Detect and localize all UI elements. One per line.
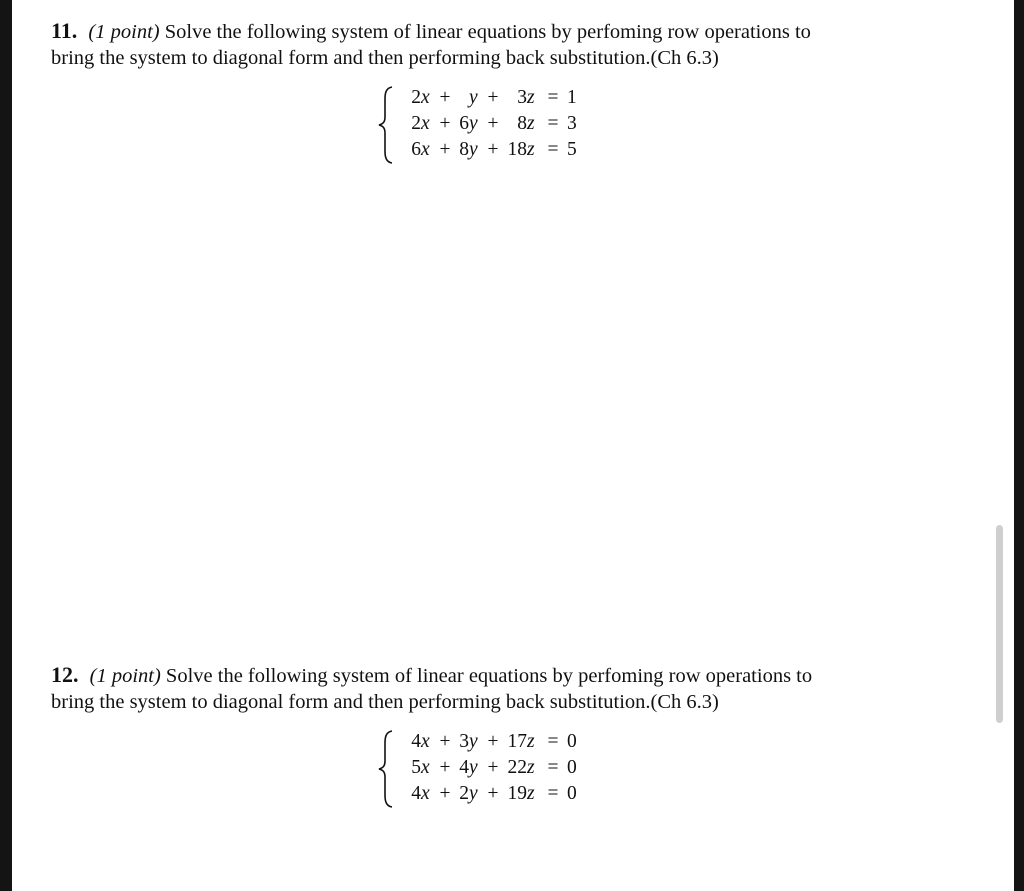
- equation-table: [399, 729, 581, 807]
- rhs-value: 1: [567, 87, 577, 108]
- y-coefficient: 3: [459, 731, 469, 752]
- problem-number: 11.: [51, 18, 78, 43]
- equation-row: [399, 111, 581, 137]
- problem-statement: [51, 662, 951, 715]
- operator: +: [487, 139, 499, 160]
- equation-row: [399, 85, 581, 111]
- rhs-value: 5: [567, 139, 577, 160]
- equation-row: [399, 781, 581, 807]
- y-variable: y: [469, 113, 478, 134]
- problem-text-line1: Solve the following system of linear equations by perfoming row operations to: [164, 21, 811, 43]
- x-variable: x: [421, 731, 430, 752]
- operator: +: [439, 87, 451, 108]
- equals-sign: =: [547, 113, 559, 134]
- equals-sign: =: [547, 731, 559, 752]
- equation-row: [399, 755, 581, 781]
- operator: +: [439, 783, 451, 804]
- z-variable: z: [527, 87, 535, 108]
- z-coefficient: 8: [517, 113, 527, 134]
- operator: +: [487, 113, 499, 134]
- y-variable: y: [469, 139, 478, 160]
- operator: +: [439, 139, 451, 160]
- equals-sign: =: [547, 783, 559, 804]
- x-variable: x: [421, 113, 430, 134]
- problem-12: [51, 662, 951, 813]
- operator: +: [487, 731, 499, 752]
- operator: +: [439, 113, 451, 134]
- operator: +: [487, 87, 499, 108]
- z-variable: z: [527, 113, 535, 134]
- y-coefficient: 2: [459, 783, 469, 804]
- z-coefficient: 18: [507, 139, 527, 160]
- x-coefficient: 2: [411, 87, 421, 108]
- equation-system: [377, 85, 951, 169]
- problem-text-line1: Solve the following system of linear equations by perfoming row operations to: [165, 665, 813, 687]
- problem-text-line2: bring the system to diagonal form and then performing back substitution.(Ch 6.3): [51, 47, 719, 69]
- z-variable: z: [527, 139, 535, 160]
- y-variable: y: [469, 731, 478, 752]
- y-variable: y: [469, 783, 478, 804]
- equals-sign: =: [547, 87, 559, 108]
- operator: +: [487, 757, 499, 778]
- problem-number: 12.: [51, 662, 79, 687]
- z-variable: z: [527, 783, 535, 804]
- rhs-value: 0: [567, 783, 577, 804]
- x-variable: x: [421, 757, 430, 778]
- x-variable: x: [421, 783, 430, 804]
- x-coefficient: 5: [411, 757, 421, 778]
- z-coefficient: 17: [507, 731, 527, 752]
- equation-table: [399, 85, 581, 163]
- problem-11: [51, 18, 951, 169]
- x-coefficient: 4: [411, 783, 421, 804]
- y-coefficient: 8: [459, 139, 469, 160]
- vertical-scrollbar[interactable]: [996, 525, 1003, 723]
- equals-sign: =: [547, 757, 559, 778]
- z-variable: z: [527, 757, 535, 778]
- left-brace-icon: [377, 85, 395, 165]
- x-variable: x: [421, 87, 430, 108]
- y-coefficient: [457, 85, 469, 111]
- operator: +: [439, 731, 451, 752]
- z-coefficient: 19: [507, 783, 527, 804]
- equals-sign: =: [547, 139, 559, 160]
- y-variable: y: [469, 757, 478, 778]
- equation-row: [399, 729, 581, 755]
- problem-points: (1 point): [89, 665, 161, 687]
- x-coefficient: 2: [411, 113, 421, 134]
- z-variable: z: [527, 731, 535, 752]
- rhs-value: 0: [567, 731, 577, 752]
- equation-row: [399, 137, 581, 163]
- operator: +: [439, 757, 451, 778]
- document-page: [12, 0, 1014, 891]
- x-variable: x: [421, 139, 430, 160]
- y-coefficient: 6: [459, 113, 469, 134]
- z-coefficient: 22: [507, 757, 527, 778]
- y-variable: y: [469, 87, 478, 108]
- rhs-value: 0: [567, 757, 577, 778]
- left-brace-icon: [377, 729, 395, 809]
- problem-statement: [51, 18, 951, 71]
- equation-system: [377, 729, 951, 813]
- problem-points: (1 point): [88, 21, 160, 43]
- operator: +: [487, 783, 499, 804]
- y-coefficient: 4: [459, 757, 469, 778]
- rhs-value: 3: [567, 113, 577, 134]
- x-coefficient: 4: [411, 731, 421, 752]
- problem-text-line2: bring the system to diagonal form and then performing back substitution.(Ch 6.3): [51, 691, 719, 713]
- x-coefficient: 6: [411, 139, 421, 160]
- z-coefficient: 3: [517, 87, 527, 108]
